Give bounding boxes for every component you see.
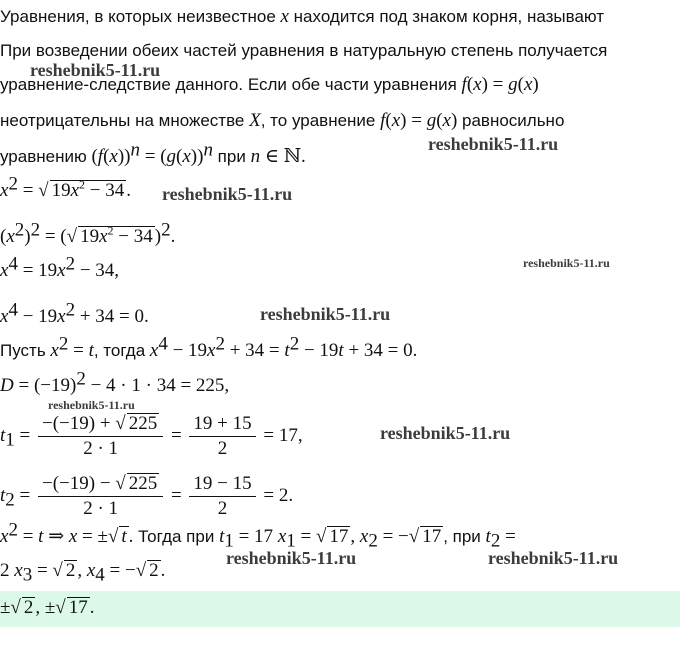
watermark: reshebnik5-11.ru: [523, 256, 610, 270]
discriminant: $D = (-19)^2 - 4 \cdot 1 \cdot 34 = 225$,: [0, 368, 230, 396]
root-t2: $t_2$ = $\frac{-(-19) - √ 225}{2 \cdot 1}$ = $\frac{19 - 15}{2}$ = 2.: [0, 473, 294, 519]
equation-1: $x^2$ = √ $19x^2 - 34$ .: [0, 173, 131, 201]
answer-box: [0, 591, 680, 627]
equation-2: $(x^2)^2$ = (√ $19x^2 - 34$ )$^2$.: [0, 219, 176, 247]
intro-line-3: уравнение-следствие данного. Если обе части уравнения f(x) = g(x): [0, 74, 539, 95]
roots-line-a: $x^2 = t$ ⇒ x = ±√ t . Тогда при $t_1 = 17$ $x_1$ = √ 17 , $x_2$ = −√ 17 , при $t_2$ =: [0, 519, 516, 552]
watermark: reshebnik5-11.ru: [428, 134, 559, 154]
intro-line-5: уравнению $(f(x))^n = (g(x))^n$ при n ∈ ℕ.: [0, 139, 306, 167]
watermark: reshebnik5-11.ru: [226, 548, 357, 568]
watermark: reshebnik5-11.ru: [488, 548, 619, 568]
watermark: reshebnik5-11.ru: [380, 423, 511, 443]
watermark: reshebnik5-11.ru: [260, 304, 391, 324]
intro-line-2: При возведении обеих частей уравнения в натуральную степень получается: [0, 41, 608, 60]
roots-line-b: 2 $x_3$ = √ 2 , $x_4$ = −√ 2 .: [0, 560, 166, 586]
equation-5: Пусть $x^2 = t$, тогда $x^4 - 19x^2 + 34 = t^2 - 19t + 34 = 0$.: [0, 333, 418, 361]
watermark: reshebnik5-11.ru: [30, 60, 161, 80]
watermark: reshebnik5-11.ru: [48, 398, 135, 412]
watermark: reshebnik5-11.ru: [162, 184, 293, 204]
equation-4: $x^4 - 19x^2 + 34 = 0$.: [0, 299, 149, 327]
root-t1: $t_1$ = $\frac{-(-19) + √ 225}{2 \cdot 1}$ = $\frac{19 + 15}{2}$ = 17,: [0, 413, 303, 459]
equation-3: $x^4 = 19x^2 - 34$,: [0, 253, 120, 281]
intro-line-4: неотрицательны на множестве X, то уравнение f(x) = g(x) равносильно: [0, 110, 565, 131]
answer-text: ±√ 2 , ±√ 17 .: [0, 597, 95, 618]
intro-line-1: Уравнения, в которых неизвестное x находится под знаком корня, называют: [0, 6, 605, 27]
